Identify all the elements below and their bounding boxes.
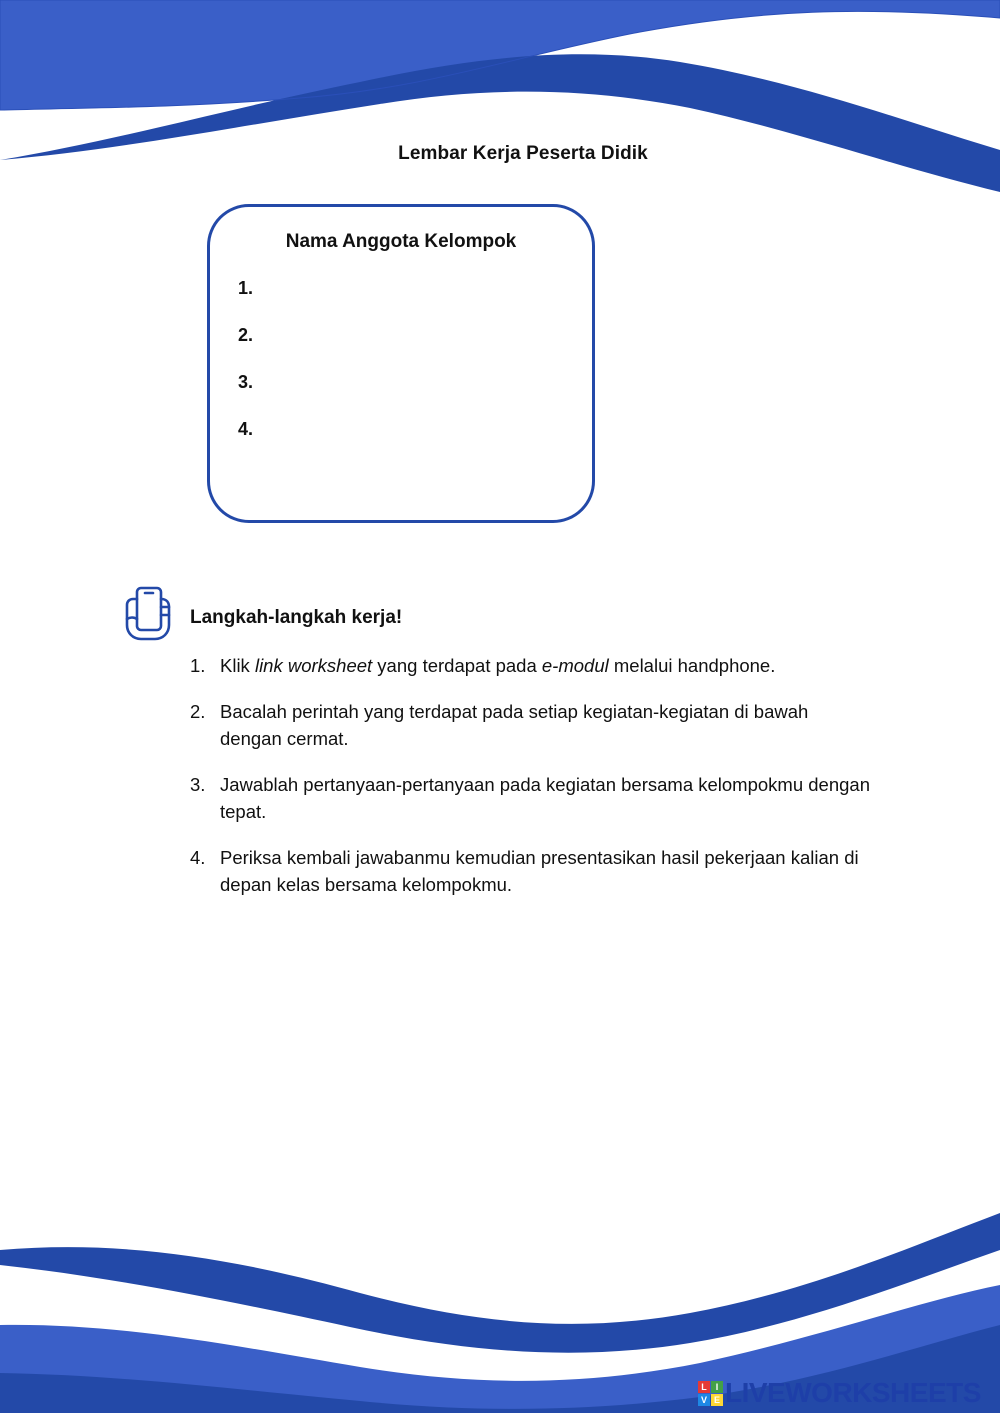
page-title: Lembar Kerja Peserta Didik [398,143,648,164]
step-number: 4. [190,847,206,868]
header-wave-decoration [0,0,1000,200]
liveworksheets-text: LIVEWORKSHEETS [725,1377,981,1408]
step-text-part: yang terdapat pada [372,655,542,676]
liveworksheets-logo [698,1381,723,1406]
step-text: Bacalah perintah yang terdapat pada setiap kegiatan-kegiatan di bawah dengan cermat. [220,701,809,749]
step-item [190,652,870,679]
step-text-part: melalui handphone. [608,655,776,676]
group-members-box [207,204,595,523]
step-item [190,698,870,752]
step-text [220,655,775,676]
group-members-title: Nama Anggota Kelompok [285,231,517,252]
step-text-part-italic: link worksheet [254,655,373,676]
step-text-part-italic: e-modul [541,655,609,676]
logo-letter: L [698,1381,710,1393]
step-number: 3. [190,774,206,795]
member-item: 3. [238,372,254,392]
step-item [190,771,870,825]
hand-phone-icon [121,585,179,643]
step-item [190,844,870,898]
step-text-part: Klik [220,655,255,676]
member-item: 1. [238,278,254,298]
step-number: 2. [190,701,206,722]
steps-heading: Langkah-langkah kerja! [190,607,403,628]
member-item: 2. [238,325,254,345]
step-number: 1. [190,655,206,676]
logo-letter: E [711,1394,723,1406]
steps-list [190,652,870,917]
logo-letter: I [711,1381,723,1393]
step-text: Periksa kembali jawabanmu kemudian presentasikan hasil pekerjaan kalian di depan kelas bersama kelompokmu. [220,847,859,895]
liveworksheets-watermark [698,1377,981,1408]
group-members-list [238,277,253,465]
step-text: Jawablah pertanyaan-pertanyaan pada kegiatan bersama kelompokmu dengan tepat. [220,774,870,822]
logo-letter: V [698,1394,710,1406]
member-item: 4. [238,419,254,439]
